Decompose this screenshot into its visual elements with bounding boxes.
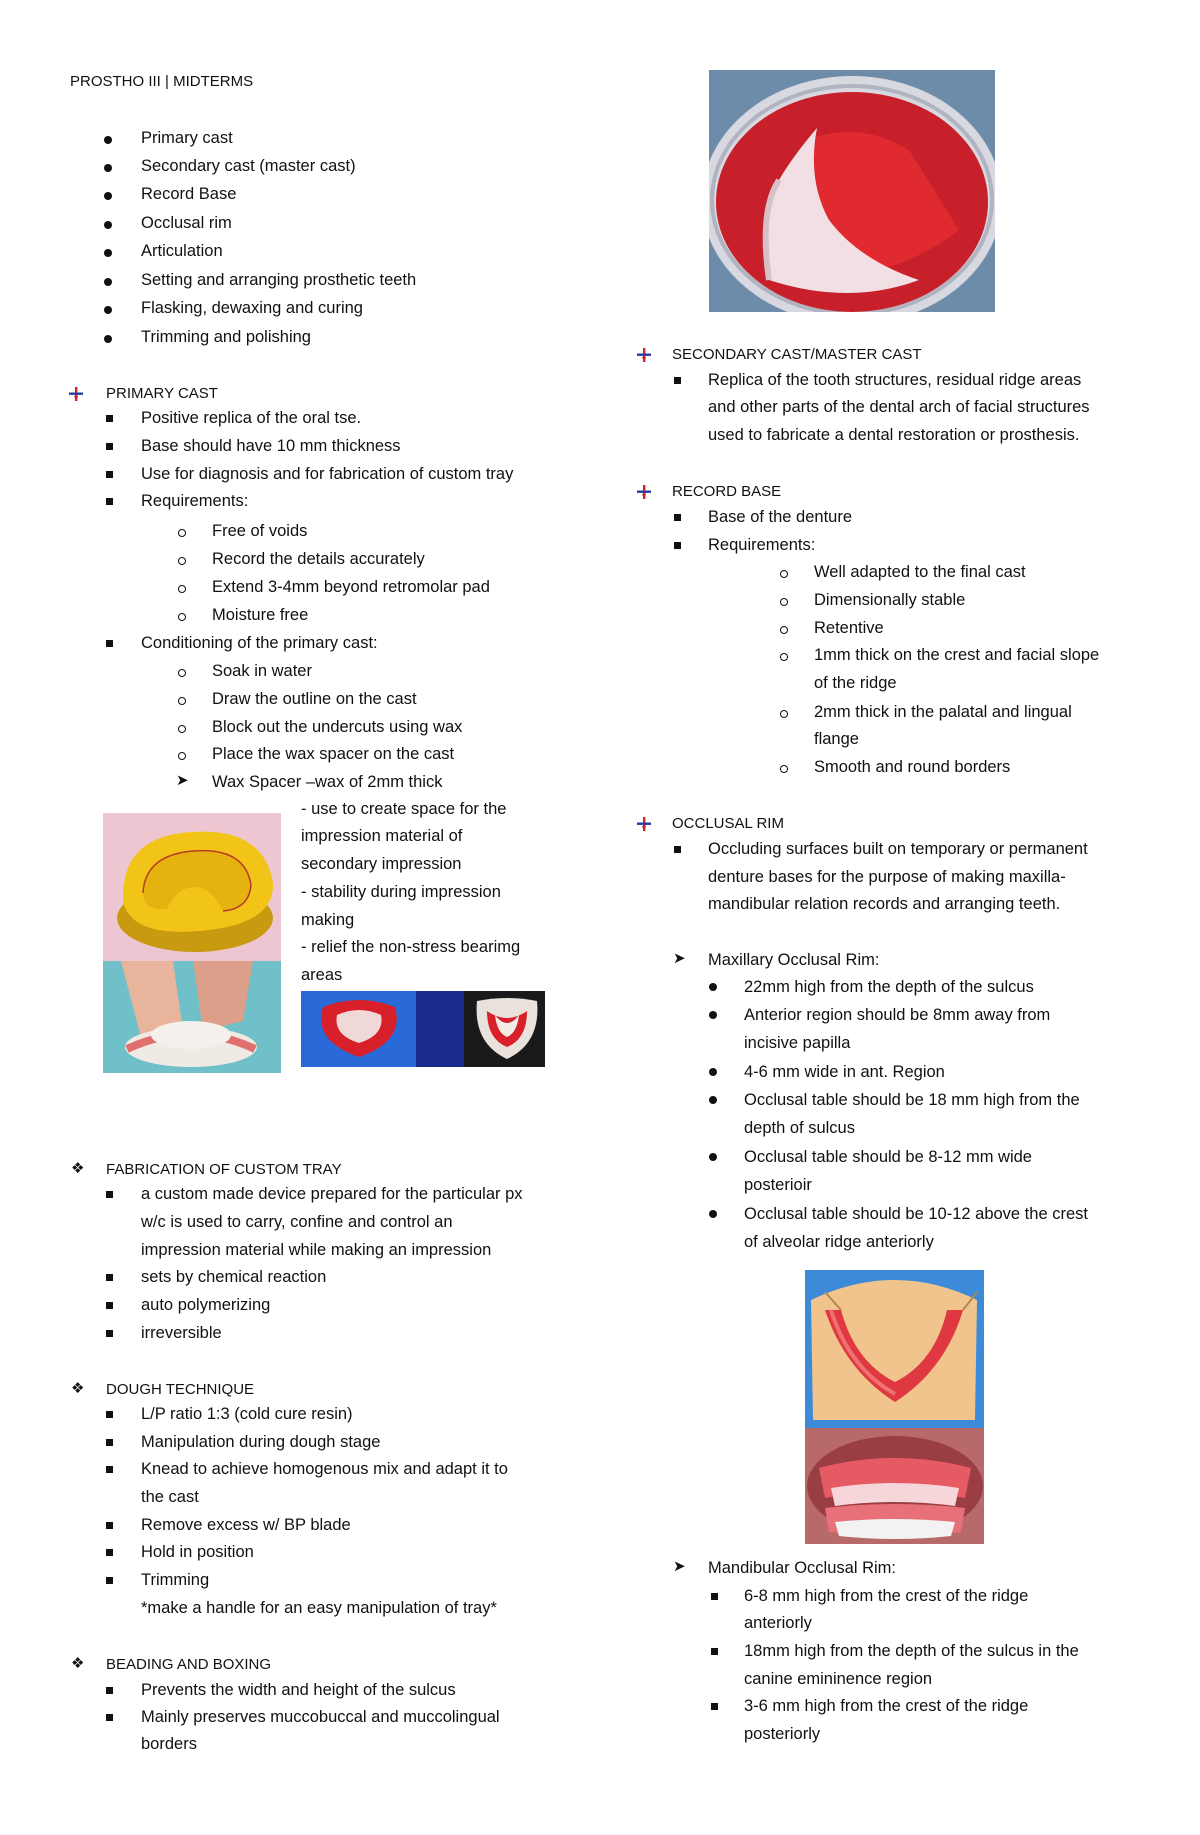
paragraph-line: mandibular relation records and arranging teeth.	[708, 895, 1061, 913]
list-item: Prevents the width and height of the sulcus	[141, 1681, 456, 1699]
bullet-icon	[709, 983, 717, 991]
bullet-icon	[106, 498, 113, 505]
paragraph-line: and other parts of the dental arch of facial structures	[708, 398, 1090, 416]
list-item: Knead to achieve homogenous mix and adapt it to	[141, 1460, 508, 1478]
list-item: Flasking, dewaxing and curing	[141, 299, 363, 317]
bullet-icon	[104, 192, 112, 200]
arrow-bullet-icon: ➤	[673, 950, 686, 967]
note-line: impression material of	[301, 827, 463, 845]
pushpin-icon	[636, 816, 652, 832]
paragraph-line: a custom made device prepared for the particular px	[141, 1185, 523, 1203]
bullet-icon	[106, 1549, 113, 1556]
list-item: Remove excess w/ BP blade	[141, 1516, 351, 1534]
bullet-icon	[106, 1522, 113, 1529]
bullet-icon	[106, 640, 113, 647]
list-item: Well adapted to the final cast	[814, 563, 1026, 581]
list-item-continued: depth of sulcus	[744, 1119, 855, 1137]
list-item: 6-8 mm high from the crest of the ridge	[744, 1587, 1029, 1605]
list-item: Trimming	[141, 1571, 210, 1589]
bullet-icon	[709, 1011, 717, 1019]
list-item: Place the wax spacer on the cast	[212, 745, 455, 763]
bullet-icon	[178, 529, 186, 537]
bullet-icon	[711, 1593, 718, 1600]
bullet-icon	[674, 846, 681, 853]
bullet-icon	[104, 278, 112, 286]
list-item-continued: the cast	[141, 1488, 199, 1506]
arrow-bullet-icon: ➤	[176, 772, 189, 789]
bullet-icon	[104, 249, 112, 257]
list-item: Record Base	[141, 185, 237, 203]
section-title: FABRICATION OF CUSTOM TRAY	[106, 1161, 342, 1178]
list-item: 4-6 mm wide in ant. Region	[744, 1063, 945, 1081]
list-item: Occlusal table should be 18 mm high from the	[744, 1091, 1080, 1109]
list-item: Dimensionally stable	[814, 591, 966, 609]
paragraph-line: Occluding surfaces built on temporary or permanent	[708, 840, 1088, 858]
list-item-continued: canine emininence region	[744, 1670, 933, 1688]
list-item-continued: incisive papilla	[744, 1034, 851, 1052]
list-item: Extend 3-4mm beyond retromolar pad	[212, 578, 490, 596]
list-item-continued: posterioir	[744, 1176, 812, 1194]
note-line: secondary impression	[301, 855, 462, 873]
section-title: BEADING AND BOXING	[106, 1656, 272, 1673]
list-item: Primary cast	[141, 129, 233, 147]
bullet-icon	[780, 765, 788, 773]
note-line: - relief the non-stress bearimg	[301, 938, 521, 956]
arrow-bullet-icon: ➤	[673, 1558, 686, 1575]
rims-in-mouth-photo	[805, 1428, 984, 1544]
list-item: Occlusal table should be 10-12 above the crest	[744, 1205, 1088, 1223]
paragraph-line: impression material while making an impression	[141, 1241, 492, 1259]
paragraph-line: Replica of the tooth structures, residual ridge areas	[708, 371, 1082, 389]
bullet-icon	[104, 164, 112, 172]
diamond-bullet-icon: ❖	[71, 1655, 85, 1672]
bullet-icon	[106, 1577, 113, 1584]
note-line: areas	[301, 966, 343, 984]
section-title: SECONDARY CAST/MASTER CAST	[672, 346, 922, 363]
bullet-icon	[106, 443, 113, 450]
list-item: Setting and arranging prosthetic teeth	[141, 271, 417, 289]
list-item: Requirements:	[141, 492, 249, 510]
wax-spacer-photo	[103, 961, 281, 1073]
list-item: Mainly preserves muccobuccal and muccolingual	[141, 1708, 500, 1726]
impression-photos	[301, 991, 545, 1067]
list-item: Block out the undercuts using wax	[212, 718, 463, 736]
diamond-bullet-icon: ❖	[71, 1160, 85, 1177]
bullet-icon	[780, 626, 788, 634]
list-item: Occlusal table should be 8-12 mm wide	[744, 1148, 1032, 1166]
list-item: 1mm thick on the crest and facial slope	[814, 646, 1100, 664]
list-item: Requirements:	[708, 536, 816, 554]
pushpin-icon	[636, 347, 652, 363]
bullet-icon	[674, 514, 681, 521]
bullet-icon	[178, 669, 186, 677]
list-item: Moisture free	[212, 606, 309, 624]
list-item: Wax Spacer –wax of 2mm thick	[212, 773, 443, 791]
subsection-title: Mandibular Occlusal Rim:	[708, 1559, 896, 1577]
bullet-icon	[711, 1703, 718, 1710]
list-item: Occlusal rim	[141, 214, 232, 232]
bullet-icon	[178, 697, 186, 705]
bullet-icon	[106, 1191, 113, 1198]
list-item: Retentive	[814, 619, 884, 637]
list-item: irreversible	[141, 1324, 222, 1342]
list-item: Base of the denture	[708, 508, 853, 526]
bullet-icon	[178, 752, 186, 760]
bullet-icon	[709, 1068, 717, 1076]
occlusal-rim-photo	[805, 1270, 984, 1428]
list-item: Soak in water	[212, 662, 312, 680]
list-item-continued: posteriorly	[744, 1725, 821, 1743]
list-item: sets by chemical reaction	[141, 1268, 327, 1286]
section-title: DOUGH TECHNIQUE	[106, 1381, 255, 1398]
bullet-icon	[106, 1411, 113, 1418]
list-item: Anterior region should be 8mm away from	[744, 1006, 1051, 1024]
list-item: Draw the outline on the cast	[212, 690, 417, 708]
note-line: *make a handle for an easy manipulation of tray*	[141, 1599, 497, 1617]
list-item: Manipulation during dough stage	[141, 1433, 381, 1451]
list-item: Positive replica of the oral tse.	[141, 409, 362, 427]
section-title: PRIMARY CAST	[106, 385, 218, 402]
list-item: auto polymerizing	[141, 1296, 271, 1314]
bullet-icon	[106, 1274, 113, 1281]
bullet-icon	[709, 1153, 717, 1161]
list-item: 22mm high from the depth of the sulcus	[744, 978, 1034, 996]
note-line: - stability during impression	[301, 883, 501, 901]
list-item: 2mm thick in the palatal and lingual	[814, 703, 1072, 721]
section-title: RECORD BASE	[672, 483, 782, 500]
bullet-icon	[106, 1687, 113, 1694]
bullet-icon	[106, 1330, 113, 1337]
section-title: OCCLUSAL RIM	[672, 815, 784, 832]
bullet-icon	[780, 598, 788, 606]
paragraph-line: denture bases for the purpose of making maxilla-	[708, 868, 1066, 886]
bullet-icon	[780, 570, 788, 578]
bullet-icon	[674, 377, 681, 384]
secondary-impression-photo	[709, 70, 995, 312]
bullet-icon	[104, 136, 112, 144]
bullet-icon	[106, 1302, 113, 1309]
bullet-icon	[780, 653, 788, 661]
diamond-bullet-icon: ❖	[71, 1380, 85, 1397]
bullet-icon	[780, 710, 788, 718]
bullet-icon	[674, 542, 681, 549]
bullet-icon	[106, 1439, 113, 1446]
bullet-icon	[104, 306, 112, 314]
bullet-icon	[711, 1648, 718, 1655]
list-item: Base should have 10 mm thickness	[141, 437, 401, 455]
note-line: - use to create space for the	[301, 800, 507, 818]
bullet-icon	[106, 415, 113, 422]
paragraph-line: w/c is used to carry, confine and control an	[141, 1213, 453, 1231]
bullet-icon	[178, 613, 186, 621]
yellow-cast-photo	[103, 813, 281, 961]
list-item: Trimming and polishing	[141, 328, 311, 346]
list-item-continued: of the ridge	[814, 674, 897, 692]
bullet-icon	[106, 471, 113, 478]
bullet-icon	[106, 1466, 113, 1473]
subsection-title: Maxillary Occlusal Rim:	[708, 951, 880, 969]
bullet-icon	[709, 1210, 717, 1218]
list-item-continued: borders	[141, 1735, 197, 1753]
list-item-continued: anteriorly	[744, 1614, 812, 1632]
list-item: 3-6 mm high from the crest of the ridge	[744, 1697, 1029, 1715]
list-item: Smooth and round borders	[814, 758, 1011, 776]
list-item: Conditioning of the primary cast:	[141, 634, 378, 652]
bullet-icon	[104, 221, 112, 229]
note-line: making	[301, 911, 355, 929]
list-item: Record the details accurately	[212, 550, 425, 568]
pushpin-icon	[636, 484, 652, 500]
list-item: Use for diagnosis and for fabrication of custom tray	[141, 465, 514, 483]
bullet-icon	[178, 585, 186, 593]
page-header: PROSTHO III | MIDTERMS	[70, 73, 254, 90]
list-item: Articulation	[141, 242, 223, 260]
pushpin-icon	[68, 386, 84, 402]
list-item-continued: flange	[814, 730, 859, 748]
list-item: Hold in position	[141, 1543, 254, 1561]
list-item-continued: of alveolar ridge anteriorly	[744, 1233, 934, 1251]
paragraph-line: used to fabricate a dental restoration or prosthesis.	[708, 426, 1080, 444]
bullet-icon	[178, 557, 186, 565]
bullet-icon	[106, 1714, 113, 1721]
list-item: Free of voids	[212, 522, 308, 540]
list-item: Secondary cast (master cast)	[141, 157, 356, 175]
list-item: L/P ratio 1:3 (cold cure resin)	[141, 1405, 353, 1423]
list-item: 18mm high from the depth of the sulcus in the	[744, 1642, 1079, 1660]
bullet-icon	[709, 1096, 717, 1104]
bullet-icon	[178, 725, 186, 733]
bullet-icon	[104, 335, 112, 343]
